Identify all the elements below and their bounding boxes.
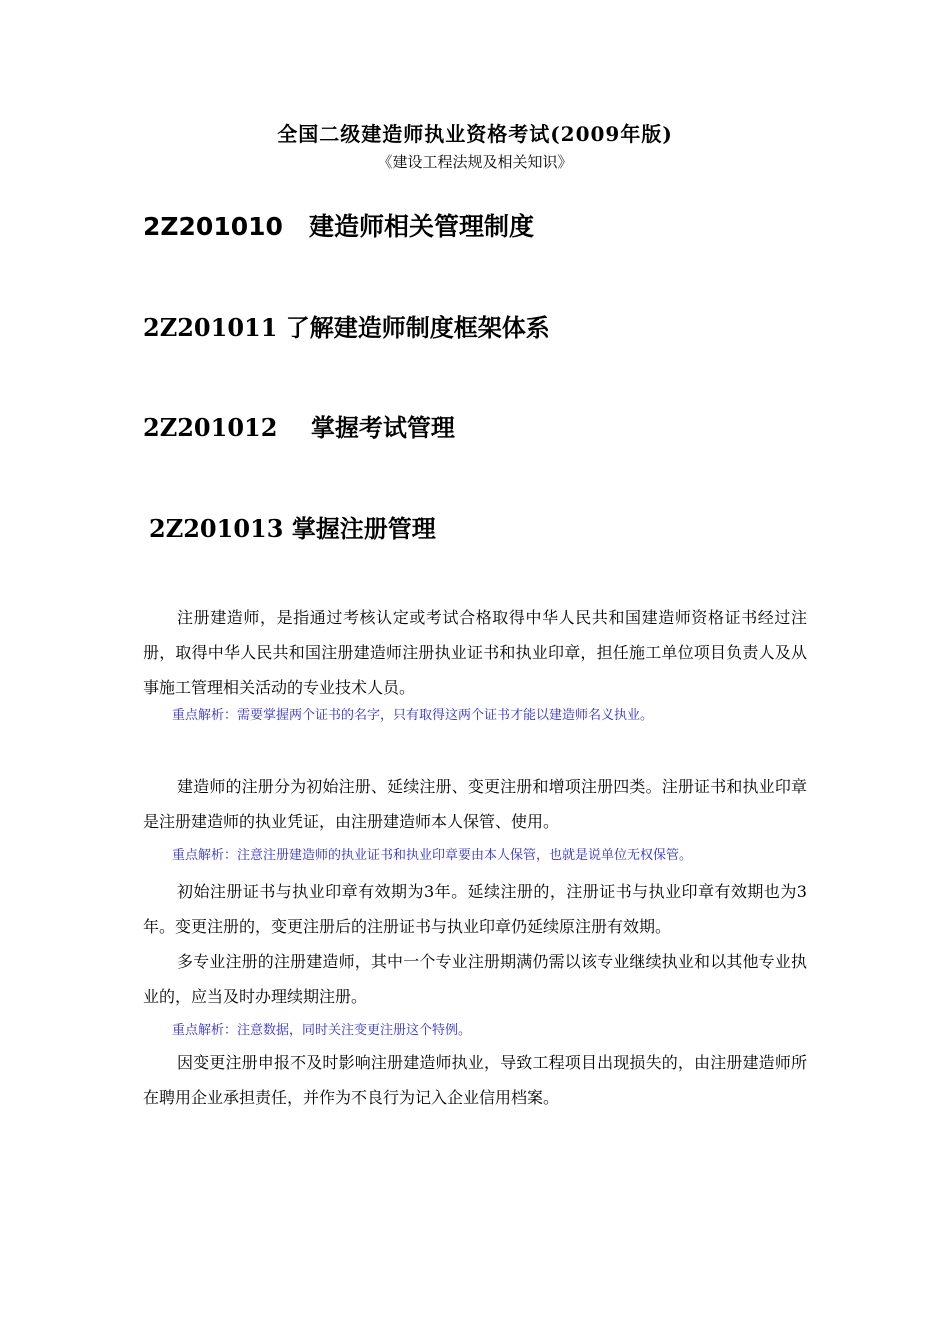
paragraph-definition: 注册建造师，是指通过考核认定或考试合格取得中华人民共和国建造师资格证书经过注册，取得中华人民共和国注册建造师注册执业证书和执业印章，担任施工单位项目负责人及从事施工管理相关活动的专业技术人员。 xyxy=(143,608,807,697)
section-heading-exam: 2Z201012 掌握考试管理 xyxy=(143,413,455,442)
section-heading-main: 2Z201010 建造师相关管理制度 xyxy=(143,212,535,241)
section-heading-registration: 2Z201013 掌握注册管理 xyxy=(149,514,436,543)
document-subtitle: 《建设工程法规及相关知识》 xyxy=(377,153,573,171)
paragraph-multi-specialty: 多专业注册的注册建造师，其中一个专业注册期满仍需以该专业继续执业和以其他专业执业的，应当及时办理续期注册。 xyxy=(143,952,807,1006)
document-title: 全国二级建造师执业资格考试(2009年版) xyxy=(277,122,673,146)
paragraph-registration-types: 建造师的注册分为初始注册、延续注册、变更注册和增项注册四类。注册证书和执业印章是注册建造师的执业凭证，由注册建造师本人保管、使用。 xyxy=(143,777,807,831)
note-custody: 重点解析：注意注册建造师的执业证书和执业印章要由本人保管，也就是说单位无权保管。 xyxy=(172,848,693,863)
paragraph-liability: 因变更注册申报不及时影响注册建造师执业，导致工程项目出现损失的，由注册建造师所在聘用企业承担责任，并作为不良行为记入企业信用档案。 xyxy=(143,1053,807,1107)
paragraph-validity: 初始注册证书与执业印章有效期为3年。延续注册的，注册证书与执业印章有效期也为3年。变更注册的，变更注册后的注册证书与执业印章仍延续原注册有效期。 xyxy=(143,882,807,936)
note-certificates: 重点解析：需要掌握两个证书的名字，只有取得这两个证书才能以建造师名义执业。 xyxy=(172,708,654,723)
note-data: 重点解析：注意数据，同时关注变更注册这个特例。 xyxy=(172,1023,472,1038)
section-heading-framework: 2Z201011 了解建造师制度框架体系 xyxy=(143,313,550,342)
